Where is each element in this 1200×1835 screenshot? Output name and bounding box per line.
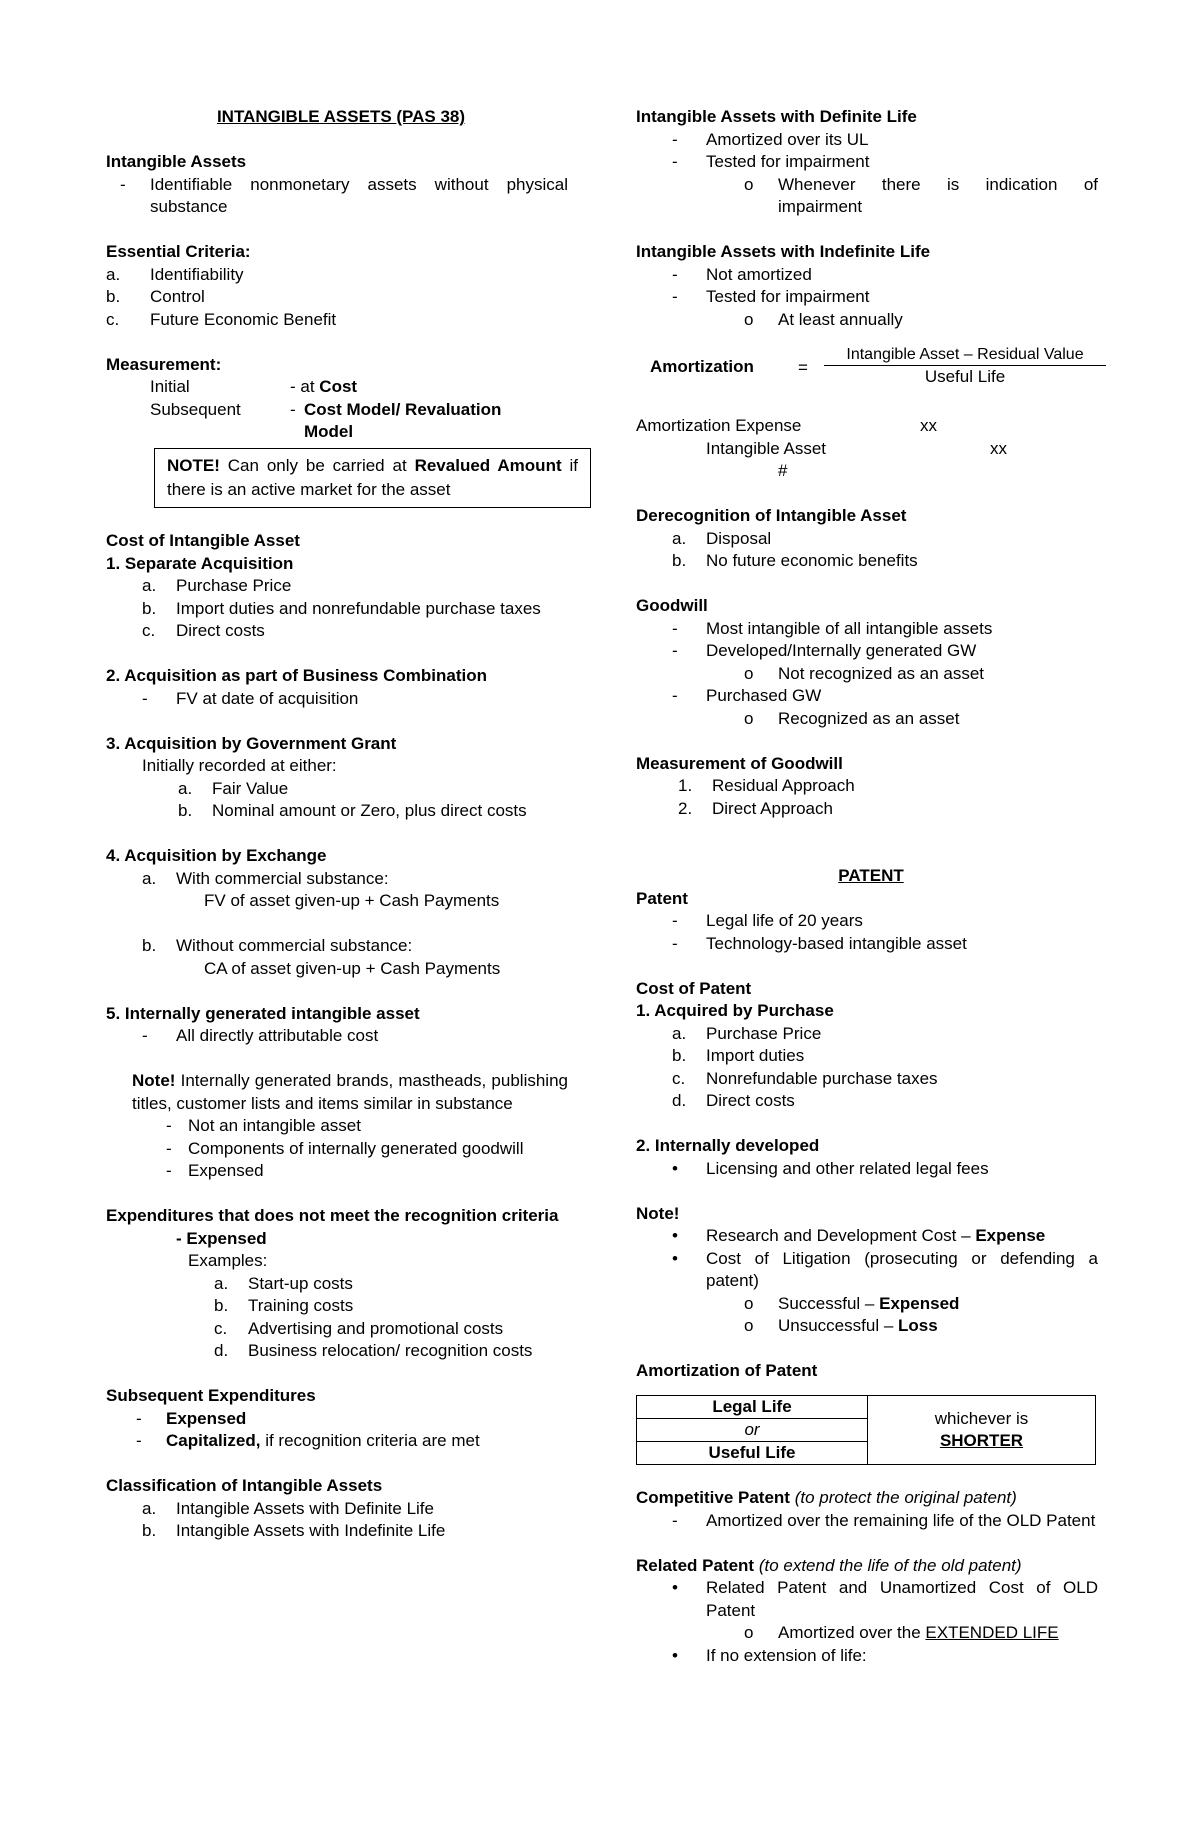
- list-item: a. Disposal: [672, 528, 772, 548]
- list-item: - FV at date of acquisition: [142, 688, 359, 708]
- list-item: o At least annually: [744, 309, 903, 329]
- journal-entry-debit: Amortization Expense xx: [636, 416, 937, 435]
- table-cell-useful-life: Useful Life: [637, 1441, 868, 1464]
- table-cell-legal-life: Legal Life: [637, 1395, 868, 1418]
- text-line: Examples:: [188, 1251, 268, 1270]
- section-heading: Cost of Patent: [636, 978, 752, 998]
- subsection-heading: 3. Acquisition by Government Grant: [106, 733, 397, 753]
- whichever-text: whichever is: [934, 1408, 1029, 1428]
- fraction: [824, 345, 1106, 389]
- fraction-numerator: Intangible Asset – Residual Value: [824, 345, 1106, 366]
- list-item: o Amortized over the EXTENDED LIFE: [744, 1623, 1059, 1642]
- list-item: a. Identifiability: [106, 264, 244, 284]
- list-item: • Licensing and other related legal fees: [672, 1158, 989, 1178]
- measurement-row: Initial - at Cost: [150, 377, 358, 396]
- section-heading: Measurement:: [106, 354, 222, 374]
- list-item: - Tested for impairment: [672, 287, 870, 306]
- list-item: - Legal life of 20 years: [672, 911, 863, 930]
- note-text: Note! Internally generated brands, mastheads, publishing titles, customer lists and items similar in substance: [132, 1071, 568, 1113]
- left-column: [106, 106, 579, 1543]
- list-item: d. Business relocation/ recognition costs: [214, 1341, 533, 1360]
- section-heading: Note!: [636, 1203, 680, 1223]
- list-item: - Most intangible of all intangible assets: [672, 618, 993, 638]
- list-item: - Expensed: [136, 1408, 247, 1428]
- list-item: 1. Residual Approach: [678, 776, 855, 795]
- list-item: b. Nominal amount or Zero, plus direct costs: [178, 801, 527, 820]
- formula-label: Amortization: [650, 357, 754, 376]
- list-item: - Not amortized: [672, 264, 812, 284]
- section-heading: Goodwill: [636, 596, 708, 615]
- list-item: b. Intangible Assets with Indefinite Life: [142, 1521, 446, 1540]
- list-item: c. Advertising and promotional costs: [214, 1318, 504, 1338]
- subsection-heading: 2. Acquisition as part of Business Combination: [106, 666, 487, 685]
- list-item: a. Intangible Assets with Definite Life: [142, 1498, 434, 1518]
- list-item: - Components of internally generated goodwill: [166, 1138, 524, 1158]
- list-item: c. Direct costs: [142, 621, 265, 640]
- shorter-text: SHORTER: [939, 1430, 1024, 1450]
- section-heading: Measurement of Goodwill: [636, 753, 843, 773]
- list-item: b. Import duties: [672, 1046, 805, 1065]
- section-heading: Amortization of Patent: [636, 1361, 818, 1380]
- list-item: o Not recognized as an asset: [744, 663, 985, 683]
- list-item: o Successful – Expensed: [744, 1293, 960, 1313]
- section-heading: Intangible Assets with Indefinite Life: [636, 242, 931, 261]
- text-line: Initially recorded at either:: [142, 756, 337, 775]
- text-line: - Expensed: [176, 1228, 267, 1248]
- section-heading: Patent: [636, 888, 688, 908]
- list-item: o Recognized as an asset: [744, 708, 960, 728]
- section-heading: Classification of Intangible Assets: [106, 1476, 383, 1495]
- section-heading: Competitive Patent (to protect the original patent): [636, 1488, 1017, 1507]
- fraction-denominator: Useful Life: [924, 367, 1006, 386]
- list-item: • If no extension of life:: [672, 1645, 867, 1665]
- list-item: - Identifiable nonmonetary assets without physical substance: [120, 174, 568, 216]
- section-title: PATENT: [838, 866, 904, 885]
- list-item: - Tested for impairment: [672, 152, 870, 171]
- section-heading: Expenditures that does not meet the recognition criteria: [106, 1206, 559, 1225]
- section-heading: Derecognition of Intangible Asset: [636, 506, 907, 525]
- list-item: - Not an intangible asset: [166, 1116, 361, 1135]
- list-item: - Developed/Internally generated GW: [672, 641, 977, 660]
- list-item: b. Control: [106, 287, 205, 306]
- list-item: c. Future Economic Benefit: [106, 309, 337, 329]
- journal-entry-credit: Intangible Asset xx: [706, 438, 1007, 458]
- amortization-formula: [636, 345, 1106, 415]
- subsection-heading: 4. Acquisition by Exchange: [106, 846, 327, 865]
- list-item: - Capitalized, if recognition criteria are met: [136, 1431, 480, 1450]
- list-item: o Unsuccessful – Loss: [744, 1316, 938, 1335]
- page-title: INTANGIBLE ASSETS (PAS 38): [216, 107, 466, 126]
- journal-entry-hash: #: [778, 461, 788, 480]
- section-heading: Intangible Assets: [106, 152, 247, 171]
- table-cell-whichever: [868, 1395, 1096, 1464]
- patent-amortization-table: [636, 1395, 1096, 1465]
- list-item: - Amortized over the remaining life of the OLD Patent: [672, 1510, 1096, 1530]
- right-column: [636, 106, 1106, 1667]
- list-item: - Amortized over its UL: [672, 129, 869, 149]
- section-heading: Subsequent Expenditures: [106, 1386, 316, 1405]
- table-cell-or: or: [637, 1418, 868, 1441]
- list-item: - All directly attributable cost: [142, 1026, 379, 1045]
- formula: FV of asset given-up + Cash Payments: [204, 891, 500, 910]
- list-item: - Expensed: [166, 1161, 264, 1180]
- list-item: b. Without commercial substance:: [142, 936, 413, 955]
- list-item: a. With commercial substance:: [142, 868, 389, 888]
- list-item: a. Start-up costs: [214, 1273, 353, 1293]
- section-heading: Related Patent (to extend the life of the old patent): [636, 1555, 1022, 1575]
- section-heading: Intangible Assets with Definite Life: [636, 107, 917, 126]
- formula: CA of asset given-up + Cash Payments: [204, 958, 501, 978]
- list-item: • Related Patent and Unamortized Cost of OLD Patent: [672, 1578, 1098, 1620]
- equals-sign: =: [798, 358, 808, 377]
- list-item: - Purchased GW: [672, 686, 822, 705]
- list-item: a. Purchase Price: [142, 576, 292, 595]
- section-heading: Essential Criteria:: [106, 242, 251, 261]
- list-item: a. Purchase Price: [672, 1023, 822, 1043]
- list-item: b. Import duties and nonrefundable purchase taxes: [142, 598, 541, 618]
- list-item: b. No future economic benefits: [672, 551, 918, 570]
- note-box: NOTE! Can only be carried at Revalued Amount if there is an active market for the asset: [154, 448, 591, 508]
- measurement-row: Subsequent - Cost Model/ Revaluation Model: [150, 399, 502, 441]
- subsection-heading: 1. Separate Acquisition: [106, 553, 294, 573]
- list-item: - Technology-based intangible asset: [672, 933, 967, 953]
- subsection-heading: 1. Acquired by Purchase: [636, 1001, 834, 1020]
- list-item: • Research and Development Cost – Expense: [672, 1226, 1046, 1245]
- subsection-heading: 5. Internally generated intangible asset: [106, 1003, 420, 1023]
- list-item: a. Fair Value: [178, 778, 289, 798]
- list-item: o Whenever there is indication of impairment: [744, 174, 1098, 216]
- list-item: b. Training costs: [214, 1296, 354, 1315]
- list-item: 2. Direct Approach: [678, 798, 833, 818]
- list-item: c. Nonrefundable purchase taxes: [672, 1068, 938, 1088]
- subsection-heading: 2. Internally developed: [636, 1136, 820, 1155]
- list-item: d. Direct costs: [672, 1091, 795, 1110]
- section-heading: Cost of Intangible Asset: [106, 531, 300, 550]
- list-item: • Cost of Litigation (prosecuting or defending a patent): [672, 1248, 1098, 1290]
